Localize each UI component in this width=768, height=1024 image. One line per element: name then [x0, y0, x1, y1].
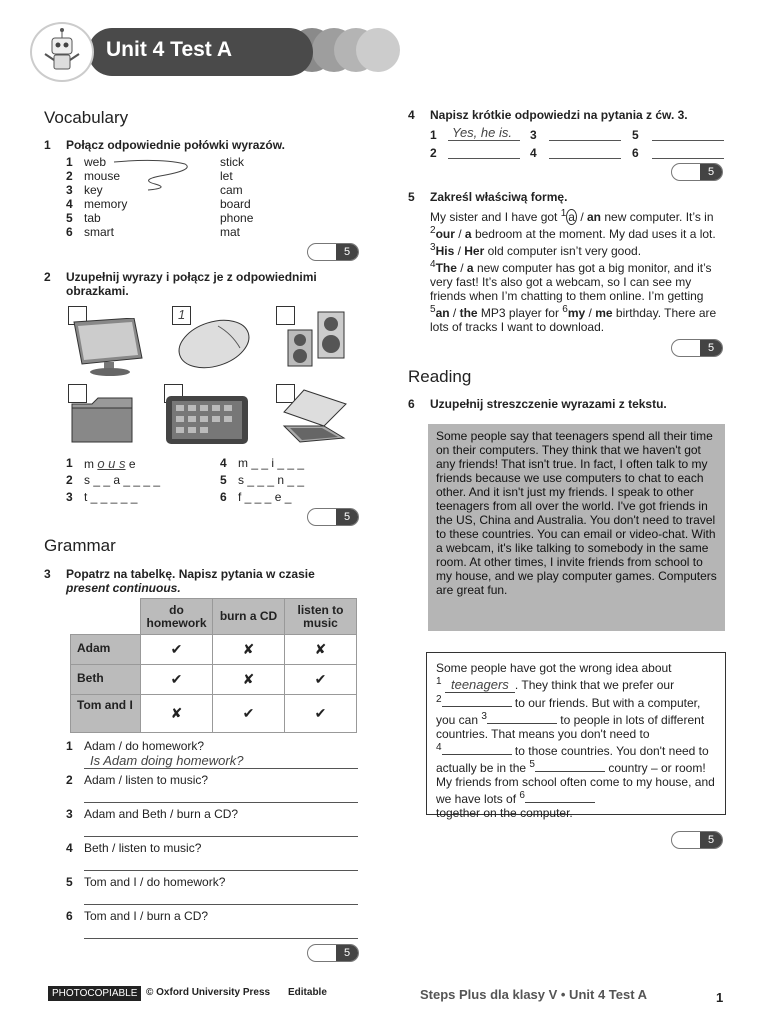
score-value: 5	[336, 244, 358, 260]
prompt-number: 5	[66, 875, 73, 889]
ex5-number: 5	[408, 190, 415, 204]
answer-line[interactable]	[448, 140, 520, 141]
reading-heading: Reading	[408, 367, 472, 386]
ex6-instruction: Uzupełnij streszczenie wyrazami z tekstu.	[430, 397, 667, 411]
monitor-image	[72, 318, 152, 376]
summary-box: Some people have got the wrong idea about $^1$ teenagers . They think that we prefer our $^2$ to our friends. But with a computer, you can $^3$ to people in lots of different countries. That means you don't need to $^4$ to those countries. You don't need to actually be in the $^5$ country – or room! My friends from school often come to my house, and we have lots of $^6$ together on the computer.	[426, 652, 726, 815]
ex5-score-box[interactable]	[671, 339, 723, 357]
ex1-right-word: phone	[220, 211, 254, 225]
answer-line[interactable]	[84, 768, 358, 769]
ex2-word-num: 6	[220, 490, 227, 504]
ex4-example-answer: Yes, he is.	[452, 125, 512, 140]
ex1-right-word: let	[220, 169, 233, 183]
prompt-number: 4	[66, 841, 73, 855]
answer-line[interactable]	[652, 158, 724, 159]
reading-text-box: Some people say that teenagers spend all their time on their computers. They think that we haven't got any friends! That isn't true. In fact, I often talk to my friends because we use computers to chat to each other. And it isn't just my friends. I speak to other teenagers from all over the world. I've got friends in the US, China and Australia. You don't need to travel to these countries. You can email or video-chat. With a webcam, it's like talking to somebody in the same room. At other times, I invite friends from school to my house, and we play computer games. Computers are great fun.	[428, 424, 725, 631]
ex4-label: 3	[530, 128, 537, 142]
ex4-instruction: Napisz krótkie odpowiedzi na pytania z ćw. 3.	[430, 108, 688, 122]
computer-mouse-image	[174, 312, 254, 372]
ex2-number: 2	[44, 270, 51, 284]
ex4-label: 6	[632, 146, 639, 160]
table-col-header: listen to music	[285, 599, 357, 635]
ex1-left-num: 3	[66, 183, 73, 197]
ex2-instruction-cont: obrazkami.	[66, 284, 129, 298]
ex4-label: 1	[430, 128, 437, 142]
prompt-question: Adam / do homework?	[84, 739, 205, 753]
robot-logo	[30, 22, 94, 82]
table-cell: ✔	[141, 665, 213, 695]
ex3-instruction: Popatrz na tabelkę. Napisz pytania w czasie	[66, 567, 315, 581]
ex5-instruction: Zakreśl właściwą formę.	[430, 190, 568, 204]
ex1-left-word: smart	[84, 225, 114, 239]
table-cell: ✘	[141, 695, 213, 733]
prompt-number: 6	[66, 909, 73, 923]
table-row	[71, 665, 357, 695]
example-box-number: 1	[178, 307, 186, 322]
editable-text: Editable	[288, 987, 327, 998]
ex1-left-num: 2	[66, 169, 73, 183]
ex1-right-word: board	[220, 197, 251, 211]
answer-line[interactable]	[84, 802, 358, 803]
ex6-number: 6	[408, 397, 415, 411]
ex1-left-num: 6	[66, 225, 73, 239]
table-cell: ✔	[141, 635, 213, 665]
ex1-left-num: 5	[66, 211, 73, 225]
publisher-text: © Oxford University Press	[146, 987, 271, 998]
ex1-right-word: cam	[220, 183, 243, 197]
ex4-label: 5	[632, 128, 639, 142]
ex1-right-word: mat	[220, 225, 241, 239]
ex2-word: s _ _ a _ _ _ _	[84, 473, 161, 487]
row-label: Adam	[71, 635, 141, 665]
ex1-left-num: 4	[66, 197, 73, 211]
prompt-question: Tom and I / burn a CD?	[84, 909, 209, 923]
ex2-word: f _ _ _ e _	[238, 490, 292, 504]
table-cell: ✔	[213, 695, 285, 733]
table-row	[71, 635, 357, 665]
activity-table	[70, 598, 357, 733]
answer-line[interactable]	[549, 158, 621, 159]
score-value: 5	[336, 509, 358, 525]
prompt-answer-example: Is Adam doing homework?	[90, 753, 244, 768]
ex5-passage: My sister and I have got $^1$ a / an new computer. It’s in $^2$our / a bedroom at the moment. My dad uses it a lot. $^3$His / Her old computer isn’t very good. $^4$The / a new computer has got a big monitor, and it’s very fast! It’s also got a webcam, so I can see my friends when I’m chatting to them online. I’m getting $^5$an / the MP3 player for $^6$my / me birthday. There are lots of tracks I want to download.	[430, 208, 717, 334]
ex4-score-box[interactable]	[671, 163, 723, 181]
page-number: 1	[716, 990, 724, 1005]
prompt-number: 1	[66, 739, 73, 753]
prompt-number: 3	[66, 807, 73, 821]
ex1-left-num: 1	[66, 155, 73, 169]
ex1-left-word: mouse	[84, 169, 121, 183]
ex1-left-word: tab	[84, 211, 101, 225]
grammar-heading: Grammar	[44, 536, 116, 555]
table-cell: ✘	[285, 635, 357, 665]
tablet-image	[164, 394, 250, 446]
answer-line[interactable]	[84, 938, 358, 939]
ex1-number: 1	[44, 138, 51, 152]
ex6-score-box[interactable]	[671, 831, 723, 849]
ex2-word: m o u s e	[84, 456, 136, 471]
ex4-label: 2	[430, 146, 437, 160]
answer-line[interactable]	[652, 140, 724, 141]
page-title: Unit 4 Test A	[106, 38, 233, 61]
photocopiable-tag: PHOTOCOPIABLE	[48, 986, 141, 1001]
table-row	[71, 695, 357, 733]
ex2-word-num: 3	[66, 490, 73, 504]
prompt-question: Tom and I / do homework?	[84, 875, 226, 889]
ex2-word-num: 5	[220, 473, 227, 487]
ex3-instruction-cont: present continuous.	[66, 581, 181, 595]
table-col-header: burn a CD	[213, 599, 285, 635]
ex3-score-box[interactable]	[307, 944, 359, 962]
row-label: Beth	[71, 665, 141, 695]
series-title: Steps Plus dla klasy V • Unit 4 Test A	[420, 987, 648, 1002]
folder-image	[70, 396, 136, 446]
table-col-header: do homework	[141, 599, 213, 635]
speakers-image	[284, 308, 354, 370]
score-value: 5	[336, 945, 358, 961]
ex2-instruction: Uzupełnij wyrazy i połącz je z odpowiednimi	[66, 270, 317, 284]
ex4-number: 4	[408, 108, 415, 122]
prompt-number: 2	[66, 773, 73, 787]
prompt-question: Adam / listen to music?	[84, 773, 209, 787]
score-value: 5	[700, 832, 722, 848]
answer-line[interactable]	[84, 904, 358, 905]
answer-line[interactable]	[448, 158, 520, 159]
ex2-word: s _ _ _ n _ _	[238, 473, 305, 487]
ex3-number: 3	[44, 567, 51, 581]
ex2-word-num: 1	[66, 456, 73, 470]
scanner-image	[280, 386, 350, 446]
answer-line[interactable]	[84, 836, 358, 837]
ex2-score-box[interactable]	[307, 508, 359, 526]
ex1-instruction: Połącz odpowiednie połówki wyrazów.	[66, 138, 285, 152]
table-cell: ✔	[285, 665, 357, 695]
ex1-left-word: key	[84, 183, 103, 197]
prompt-question: Beth / listen to music?	[84, 841, 202, 855]
score-value: 5	[700, 340, 722, 356]
ex1-score-box[interactable]	[307, 243, 359, 261]
ex4-label: 4	[530, 146, 537, 160]
ex2-word: m _ _ i _ _ _	[238, 456, 305, 470]
ex1-left-word: web	[84, 155, 107, 169]
ex1-example-line	[110, 156, 220, 196]
answer-line[interactable]	[549, 140, 621, 141]
ex2-word-num: 2	[66, 473, 73, 487]
answer-line[interactable]	[84, 870, 358, 871]
ex2-word: t _ _ _ _ _	[84, 490, 138, 504]
ex2-word-num: 4	[220, 456, 227, 470]
table-cell: ✘	[213, 635, 285, 665]
table-cell: ✘	[213, 665, 285, 695]
ex1-left-word: memory	[84, 197, 128, 211]
score-value: 5	[700, 164, 722, 180]
ex1-right-word: stick	[220, 155, 244, 169]
table-cell: ✔	[285, 695, 357, 733]
row-label: Tom and I	[71, 695, 141, 733]
prompt-question: Adam and Beth / burn a CD?	[84, 807, 239, 821]
vocabulary-heading: Vocabulary	[44, 108, 129, 127]
